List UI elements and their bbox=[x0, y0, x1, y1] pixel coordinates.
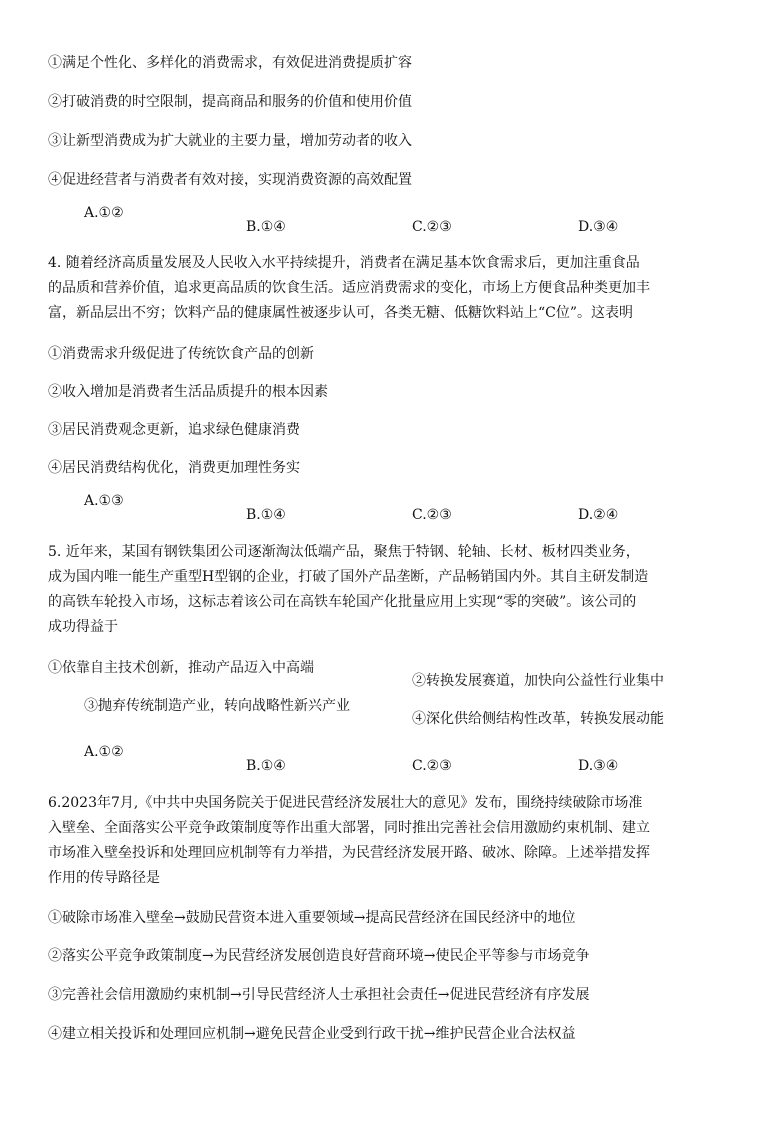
q6-stem-line-1: 6.2023年7月,《中共中央国务院关于促进民营经济发展壮大的意见》发布，围绕持续破除市场准 bbox=[48, 795, 643, 811]
q3-item-4: ④促进经营者与消费者有效对接，实现消费资源的高效配置 bbox=[48, 172, 412, 188]
q6-stem-line-4: 作用的传导路径是 bbox=[48, 870, 160, 886]
q4-stem-line-1: 4. 随着经济高质量发展及人民收入水平持续提升，消费者在满足基本饮食需求后，更加注重食品 bbox=[48, 255, 640, 271]
q3-option-c: C.②③ bbox=[412, 219, 452, 235]
q4-item-1: ①消费需求升级促进了传统饮食产品的创新 bbox=[48, 346, 314, 362]
q4-item-2: ②收入增加是消费者生活品质提升的根本因素 bbox=[48, 384, 328, 400]
q6-item-4: ④建立相关投诉和处理回应机制→避免民营企业受到行政干扰→维护民营企业合法权益 bbox=[48, 1026, 576, 1042]
q5-item-1: ①依靠自主技术创新，推动产品迈入中高端 bbox=[48, 660, 314, 676]
q3-item-1: ①满足个性化、多样化的消费需求，有效促进消费提质扩容 bbox=[48, 55, 412, 71]
q4-option-a: A.①③ bbox=[84, 493, 124, 509]
q4-item-4: ④居民消费结构优化，消费更加理性务实 bbox=[48, 460, 300, 476]
q5-option-b: B.①④ bbox=[246, 758, 286, 774]
q4-option-d: D.②④ bbox=[578, 507, 619, 523]
q4-option-b: B.①④ bbox=[246, 507, 286, 523]
q5-item-3: ③抛弃传统制造产业，转向战略性新兴产业 bbox=[84, 698, 350, 714]
q4-option-c: C.②③ bbox=[412, 507, 452, 523]
q5-stem-line-3: 的高铁车轮投入市场，这标志着该公司在高铁车轮国产化批量应用上实现“零的突破”。该公司的 bbox=[48, 594, 637, 610]
q5-item-4: ④深化供给侧结构性改革，转换发展动能 bbox=[412, 711, 664, 727]
q3-item-2: ②打破消费的时空限制，提高商品和服务的价值和使用价值 bbox=[48, 94, 412, 110]
q4-stem-line-2: 的品质和营养价值，追求更高品质的饮食生活。适应消费需求的变化，市场上方便食品种类更加丰 bbox=[48, 280, 650, 296]
q6-stem-line-3: 市场准入壁垒投诉和处理回应机制等有力举措，为民营经济发展开路、破冰、除障。上述举措发挥 bbox=[48, 845, 650, 861]
q5-option-d: D.③④ bbox=[578, 758, 619, 774]
q5-stem-line-1: 5. 近年来，某国有钢铁集团公司逐渐淘汰低端产品，聚焦于特钢、轮轴、长材、板材四类业务， bbox=[48, 544, 640, 560]
q5-stem-line-2: 成为国内唯一能生产重型H型钢的企业，打破了国外产品垄断，产品畅销国内外。其自主研发制造 bbox=[48, 569, 649, 585]
q3-item-3: ③让新型消费成为扩大就业的主要力量，增加劳动者的收入 bbox=[48, 133, 412, 149]
q6-item-2: ②落实公平竞争政策制度→为民营经济发展创造良好营商环境→使民企平等参与市场竞争 bbox=[48, 948, 590, 964]
q3-option-a: A.①② bbox=[84, 205, 124, 221]
q4-item-3: ③居民消费观念更新，追求绿色健康消费 bbox=[48, 422, 300, 438]
q5-option-a: A.①② bbox=[84, 744, 124, 760]
q5-item-2: ②转换发展赛道，加快向公益性行业集中 bbox=[412, 673, 664, 689]
q5-stem-line-4: 成功得益于 bbox=[48, 619, 118, 635]
q4-stem-line-3: 富，新品层出不穷；饮料产品的健康属性被逐步认可，各类无糖、低糖饮料站上“C位”。这表明 bbox=[48, 305, 634, 321]
q3-option-d: D.③④ bbox=[578, 219, 619, 235]
q3-option-b: B.①④ bbox=[246, 219, 286, 235]
q6-stem-line-2: 入壁垒、全面落实公平竞争政策制度等作出重大部署，同时推出完善社会信用激励约束机制、建立 bbox=[48, 820, 650, 836]
q6-item-3: ③完善社会信用激励约束机制→引导民营经济人士承担社会责任→促进民营经济有序发展 bbox=[48, 987, 590, 1003]
q6-item-1: ①破除市场准入壁垒→鼓励民营资本进入重要领域→提高民营经济在国民经济中的地位 bbox=[48, 910, 576, 926]
q5-option-c: C.②③ bbox=[412, 758, 452, 774]
